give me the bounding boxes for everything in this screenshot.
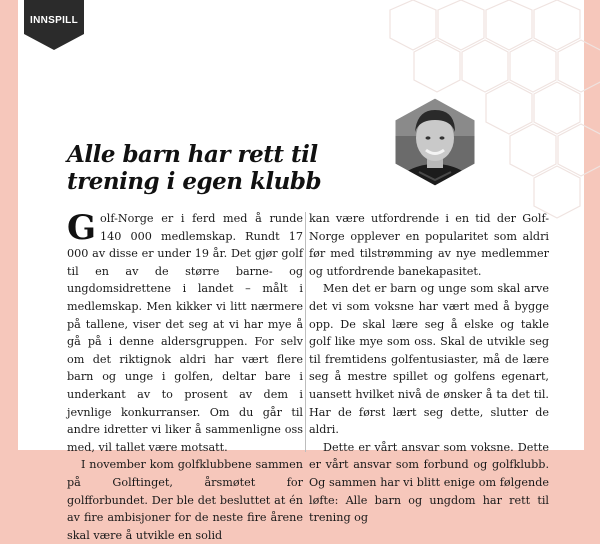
article-column-left <box>67 210 303 544</box>
paragraph-text: olf-Norge er i ferd med å runde 140 000 medlemskap. Rundt 17 000 av disse er under 19 år. Det gjør golf til en av de større barne- og ungdomsidrettene i landet – målt i medlemskap. Men kikker vi litt nærmere på tallene, viser det seg at vi har mye å gå på i denne aldersgruppen. For selv om det riktignok aldri har vært flere barn og unge i golfen, deltar bare i underkant av to prosent av dem i jevnlige konkurranser. Om du går til andre idretter vi liker å sammenligne oss med, vil tallet være motsatt. <box>67 212 303 454</box>
paragraph: Dette er vårt ansvar som voksne. Dette er vårt ansvar som forbund og golfklubb. Og sammen har vi blitt enige om følgende løfte: Alle barn og ungdom har rett til trening og <box>309 440 549 525</box>
magazine-page <box>18 0 584 542</box>
paragraph: kan være utfordrende i en tid der Golf-Norge opplever en popularitet som aldri før med tilstrømming av nye medlemmer og utfordrende banekapasitet. <box>309 212 549 278</box>
article-headline: Alle barn har rett til trening i egen klubb <box>67 141 322 195</box>
column-divider <box>305 212 306 452</box>
author-portrait-photo <box>389 96 481 188</box>
article-column-right <box>309 210 549 527</box>
paragraph: Men det er barn og unge som skal arve det vi som voksne har vært med å bygge opp. De skal lære seg å elske og takle golf like mye som oss. Skal de utvikle seg til fremtidens golfentusiaster, må de lære seg å mestre spillet og golfens egenart, uansett hvilket nivå de ønsker å ta det til. Har de først lært seg dette, slutter de aldri. <box>309 282 549 437</box>
section-badge-label: INNSPILL <box>30 15 78 26</box>
paragraph <box>67 210 303 456</box>
paragraph: I november kom golfklubbene sammen på Golftinget, årsmøtet for golfforbundet. Der ble det besluttet at én av fire ambisjoner for de neste fire årene skal være å utvikle en solid <box>67 458 303 542</box>
drop-cap: G <box>67 208 97 248</box>
